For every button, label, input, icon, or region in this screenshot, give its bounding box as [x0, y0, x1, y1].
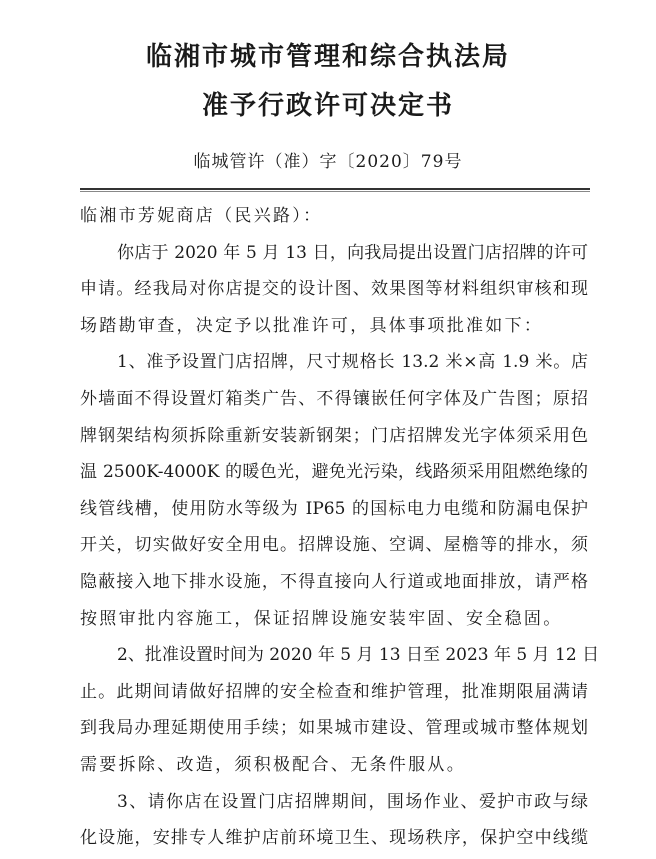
- paragraph: [80, 235, 588, 345]
- paragraph-line: 按照审批内容施工，保证招牌设施安装牢固、安全稳固。: [80, 608, 563, 629]
- paragraph-line: 温 2500K-4000K 的暖色光，避免光污染，线路须采用阻燃绝缘的: [80, 462, 588, 483]
- paragraph-line: 申请。经我局对你店提交的设计图、效果图等材料组织审核和现: [80, 279, 588, 300]
- paragraph: [80, 344, 588, 637]
- issuer-title: 临湘市城市管理和综合执法局: [145, 42, 510, 72]
- paragraph-line: 化设施，安排专人维护店前环境卫生、现场秩序，保护空中线缆: [80, 828, 588, 849]
- paragraph-line: 隐蔽接入地下排水设施，不得直接向人行道或地面排放，请严格: [80, 571, 588, 592]
- paragraph-line: 1、准予设置门店招牌，尺寸规格长 13.2 米×高 1.9 米。店: [117, 352, 588, 373]
- paragraph-line: 你店于 2020 年 5 月 13 日，向我局提出设置门店招牌的许可: [117, 242, 588, 263]
- paragraph-line: 止。此期间请做好招牌的安全检查和维护管理，批准期限届满请: [80, 681, 588, 702]
- document-title: 准予行政许可决定书: [201, 91, 454, 121]
- paragraph-line: 外墙面不得设置灯箱类广告、不得镶嵌任何字体及广告图；原招: [80, 388, 588, 409]
- addressee: 临湘市芳妮商店（民兴路）：: [80, 206, 323, 226]
- header-divider-thin: [80, 191, 590, 192]
- paragraph-line: 2、批准设置时间为 2020 年 5 月 13 日至 2023 年 5 月 12 日: [117, 645, 600, 666]
- document-body: [80, 198, 600, 857]
- paragraph-line: 线管线槽，使用防水等级为 IP65 的国标电力电缆和防漏电保护: [80, 498, 588, 519]
- paragraph-line: 需要拆除、改造，须积极配合、无条件服从。: [80, 754, 466, 775]
- header-divider: [80, 188, 590, 190]
- paragraph: [80, 637, 600, 783]
- paragraph-line: 到我局办理延期使用手续；如果城市建设、管理或城市整体规划: [80, 718, 588, 739]
- paragraph-line: 场踏勘审查，决定予以批准许可，具体事项批准如下：: [80, 315, 544, 336]
- paragraph-line: 3、请你店在设置门店招牌期间，围场作业、爱护市政与绿: [117, 791, 588, 812]
- paragraph-line: 开关，切实做好安全用电。招牌设施、空调、屋檐等的排水，须: [80, 535, 588, 556]
- paragraph: [80, 784, 588, 857]
- document-number: 临城管许（准）字〔2020〕79号: [193, 152, 463, 172]
- paragraph-line: 牌钢架结构须拆除重新安装新钢架；门店招牌发光字体须采用色: [80, 425, 588, 446]
